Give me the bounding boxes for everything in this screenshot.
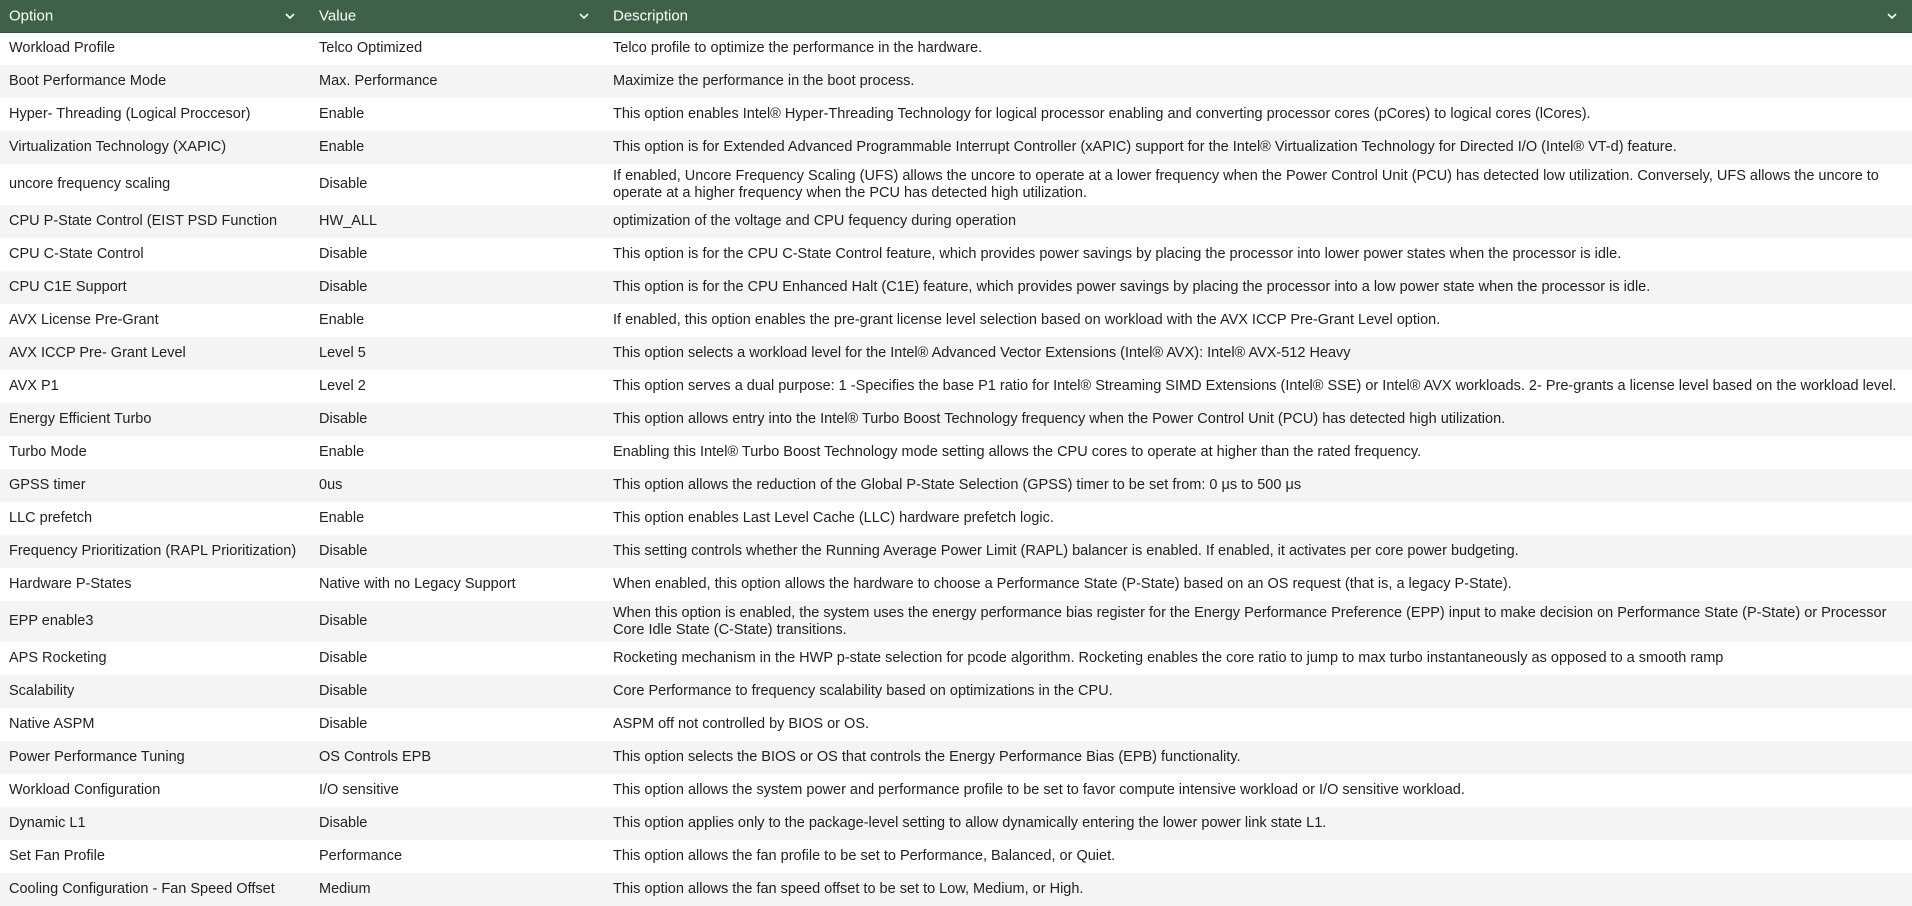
value-cell: Native with no Legacy Support <box>319 576 516 592</box>
value-cell: Disable <box>319 246 368 262</box>
option-cell: Workload Configuration <box>9 782 161 798</box>
table-header <box>0 0 1912 32</box>
table-row[interactable] <box>0 873 1912 906</box>
description-cell: This option allows the system power and performance profile to be set to favor compute intensive workload or I/O sensitive workload. <box>613 782 1465 798</box>
table-row[interactable] <box>0 403 1912 436</box>
value-cell: Level 2 <box>319 378 366 394</box>
value-cell: Disable <box>310 601 604 642</box>
value-cell: Enable <box>319 106 365 122</box>
description-cell: This option enables Intel® Hyper-Threading Technology for logical processor enabling and converting processor cores (pCores) to logical cores (lCores). <box>613 106 1591 122</box>
table-row[interactable] <box>0 807 1912 840</box>
value-cell: Disable <box>310 535 604 568</box>
value-cell: Disable <box>310 807 604 840</box>
value-cell: Medium <box>310 873 604 906</box>
column-header-value[interactable] <box>310 0 604 32</box>
description-cell: This option selects a workload level for the Intel® Advanced Vector Extensions (Intel® AVX): Intel® AVX-512 Heavy <box>604 337 1912 370</box>
table-row[interactable] <box>0 271 1912 304</box>
table-row[interactable] <box>0 741 1912 774</box>
description-cell: Core Performance to frequency scalability based on optimizations in the CPU. <box>604 675 1912 708</box>
value-cell: Disable <box>319 176 368 192</box>
table-row[interactable] <box>0 337 1912 370</box>
option-cell: GPSS timer <box>0 469 310 502</box>
value-cell: Enable <box>319 444 365 460</box>
table-body <box>0 32 1912 906</box>
table-row[interactable] <box>0 238 1912 271</box>
table-row[interactable] <box>0 774 1912 807</box>
table-row[interactable] <box>0 304 1912 337</box>
description-cell: This option is for the CPU C-State Control feature, which provides power savings by placing the processor into lower power states when the processor is idle. <box>613 246 1622 262</box>
option-cell: Hyper- Threading (Logical Proccesor) <box>9 106 251 122</box>
description-cell: ASPM off not controlled by BIOS or OS. <box>613 716 870 732</box>
option-cell: AVX License Pre-Grant <box>9 312 159 328</box>
option-cell: CPU P-State Control (EIST PSD Function <box>0 205 310 238</box>
table-row[interactable] <box>0 675 1912 708</box>
value-cell: Enable <box>319 510 365 526</box>
option-cell: Boot Performance Mode <box>0 65 310 98</box>
description-cell: If enabled, Uncore Frequency Scaling (UFS) allows the uncore to operate at a lower frequency when the Power Control Unit (PCU) has detected low utilization. Conversely, UFS allows the uncore to operate at a higher frequency when the PCU has detected high utilization. <box>613 167 1879 201</box>
value-cell: Performance <box>319 848 403 864</box>
table-row[interactable] <box>0 469 1912 502</box>
description-cell: Enabling this Intel® Turbo Boost Technology mode setting allows the CPU cores to operate at higher than the rated frequency. <box>613 444 1422 460</box>
value-cell: Enable <box>310 131 604 164</box>
value-cell: Disable <box>319 716 368 732</box>
description-cell: This option selects the BIOS or OS that controls the Energy Performance Bias (EPB) functionality. <box>604 741 1912 774</box>
value-cell: Disable <box>310 403 604 436</box>
table-row[interactable] <box>0 708 1912 741</box>
description-cell: This option allows entry into the Intel® Turbo Boost Technology frequency when the Power Control Unit (PCU) has detected high utilization. <box>604 403 1912 436</box>
option-cell: uncore frequency scaling <box>9 176 171 192</box>
description-cell: When enabled, this option allows the hardware to choose a Performance State (P-State) based on an OS request (that is, a legacy P-State). <box>613 576 1512 592</box>
description-cell: When this option is enabled, the system uses the energy performance bias register for the Energy Performance Preference (EPP) input to make decision on Performance State (P-State) or Processor Core Idle State (C-State) transitions. <box>604 601 1912 642</box>
chevron-down-icon[interactable] <box>578 10 590 22</box>
value-cell: Max. Performance <box>310 65 604 98</box>
option-cell: Virtualization Technology (XAPIC) <box>0 131 310 164</box>
header-row <box>0 0 1912 32</box>
option-cell: Frequency Prioritization (RAPL Prioritization) <box>0 535 310 568</box>
option-cell: Workload Profile <box>9 40 116 57</box>
option-cell: APS Rocketing <box>9 650 107 666</box>
table-row[interactable] <box>0 502 1912 535</box>
value-cell: Disable <box>310 271 604 304</box>
table-row[interactable] <box>0 436 1912 469</box>
value-cell: Disable <box>319 650 368 666</box>
table-row[interactable] <box>0 65 1912 98</box>
column-header-value-label: Value <box>319 7 357 25</box>
description-cell: This option serves a dual purpose: 1 -Specifies the base P1 ratio for Intel® Streaming SIMD Extensions (Intel® SSE) or Intel® AVX workloads. 2- Pre-grants a license level based on the workload level. <box>613 378 1897 394</box>
table-row[interactable] <box>0 131 1912 164</box>
column-header-description-label: Description <box>613 7 689 25</box>
column-header-description[interactable] <box>604 0 1912 32</box>
option-cell: AVX P1 <box>9 378 59 394</box>
table-row[interactable] <box>0 205 1912 238</box>
table-row[interactable] <box>0 535 1912 568</box>
description-cell: This setting controls whether the Running Average Power Limit (RAPL) balancer is enabled. If enabled, it activates per core power budgeting. <box>604 535 1912 568</box>
description-cell: This option allows the reduction of the Global P-State Selection (GPSS) timer to be set from: 0 μs to 500 μs <box>604 469 1912 502</box>
table-row[interactable] <box>0 164 1912 205</box>
chevron-down-icon[interactable] <box>284 10 296 22</box>
value-cell: Disable <box>310 675 604 708</box>
description-cell: This option applies only to the package-level setting to allow dynamically entering the lower power link state L1. <box>604 807 1912 840</box>
value-cell: Telco Optimized <box>319 40 423 57</box>
description-cell: This option allows the fan speed offset to be set to Low, Medium, or High. <box>604 873 1912 906</box>
value-cell: OS Controls EPB <box>310 741 604 774</box>
description-cell: Telco profile to optimize the performance in the hardware. <box>613 40 983 57</box>
value-cell: I/O sensitive <box>319 782 399 798</box>
table-row[interactable] <box>0 840 1912 873</box>
option-cell: Scalability <box>0 675 310 708</box>
description-cell: Rocketing mechanism in the HWP p-state selection for pcode algorithm. Rocketing enables the core ratio to jump to max turbo instantaneously as opposed to a smooth ramp <box>613 650 1724 666</box>
table-row[interactable] <box>0 98 1912 131</box>
option-cell: Dynamic L1 <box>0 807 310 840</box>
option-cell: Turbo Mode <box>9 444 87 460</box>
table-row[interactable] <box>0 568 1912 601</box>
option-cell: Cooling Configuration - Fan Speed Offset <box>0 873 310 906</box>
table-row[interactable] <box>0 601 1912 642</box>
value-cell: Enable <box>319 312 365 328</box>
description-cell: This option allows the fan profile to be set to Performance, Balanced, or Quiet. <box>613 848 1116 864</box>
description-cell: optimization of the voltage and CPU fequency during operation <box>604 205 1912 238</box>
value-cell: Level 5 <box>310 337 604 370</box>
description-cell: Maximize the performance in the boot process. <box>604 65 1912 98</box>
description-cell: This option enables Last Level Cache (LLC) hardware prefetch logic. <box>613 510 1054 526</box>
column-header-option[interactable] <box>0 0 310 32</box>
option-cell: CPU C-State Control <box>9 246 144 262</box>
column-header-option-label: Option <box>9 7 54 25</box>
description-cell: If enabled, this option enables the pre-grant license level selection based on workload with the AVX ICCP Pre-Grant Level option. <box>613 312 1441 328</box>
option-cell: EPP enable3 <box>0 601 310 642</box>
chevron-down-icon[interactable] <box>1886 10 1898 22</box>
value-cell: 0us <box>310 469 604 502</box>
option-cell: Native ASPM <box>9 716 95 732</box>
option-cell: Power Performance Tuning <box>0 741 310 774</box>
option-cell: Set Fan Profile <box>9 848 105 864</box>
description-cell: This option is for Extended Advanced Programmable Interrupt Controller (xAPIC) support for the Intel® Virtualization Technology for Directed I/O (Intel® VT-d) feature. <box>604 131 1912 164</box>
option-cell: AVX ICCP Pre- Grant Level <box>0 337 310 370</box>
description-cell: This option is for the CPU Enhanced Halt (C1E) feature, which provides power savings by placing the processor into a low power state when the processor is idle. <box>604 271 1912 304</box>
option-cell: LLC prefetch <box>9 510 93 526</box>
option-cell: Hardware P-States <box>9 576 132 592</box>
option-cell: CPU C1E Support <box>0 271 310 304</box>
table-row[interactable] <box>0 370 1912 403</box>
option-cell: Energy Efficient Turbo <box>0 403 310 436</box>
table-row[interactable] <box>0 642 1912 675</box>
table-row[interactable] <box>0 32 1912 65</box>
value-cell: HW_ALL <box>310 205 604 238</box>
